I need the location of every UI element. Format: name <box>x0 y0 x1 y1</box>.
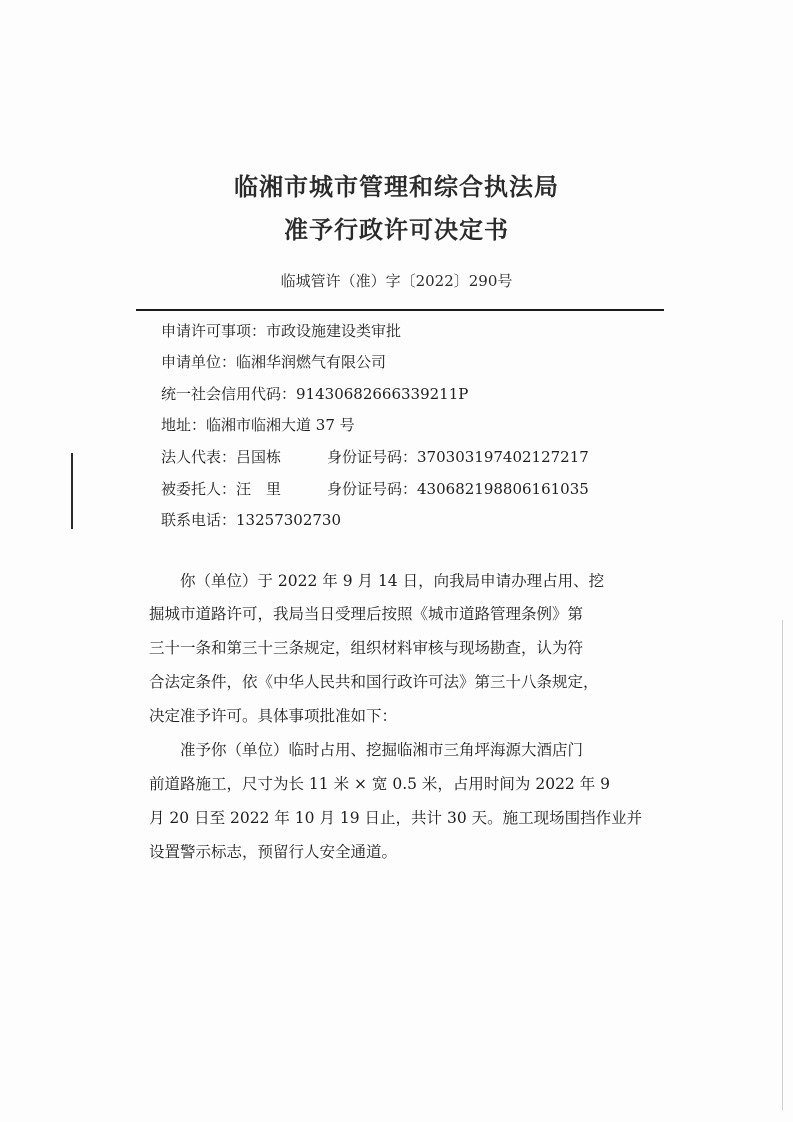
permit-item-value: 市政设施建设类审批 <box>266 322 402 340</box>
address-value: 临湘市临湘大道 37 号 <box>206 416 355 434</box>
legal-rep-id <box>327 447 589 467</box>
agent-row <box>161 479 589 499</box>
agent-label: 被委托人： <box>161 480 237 498</box>
legal-rep-label: 法人代表： <box>161 448 237 466</box>
agent-id-label: 身份证号码： <box>327 480 418 498</box>
credit-code-row <box>161 384 468 404</box>
body-line: 准予你（单位）临时占用、挖掘临湘市三角坪海源大酒店门 <box>149 741 584 759</box>
header-divider <box>136 309 664 311</box>
applicant-label: 申请单位： <box>161 353 237 371</box>
address-label: 地址： <box>161 416 207 434</box>
agent-id-value: 430682198806161035 <box>417 480 589 498</box>
applicant-row <box>161 352 386 372</box>
document-type-title: 准予行政许可决定书 <box>284 215 509 244</box>
agent-value: 汪 里 <box>236 480 282 498</box>
legal-rep-id-value: 370303197402127217 <box>417 448 589 466</box>
phone-value: 13257302730 <box>236 511 341 529</box>
scan-edge-line <box>782 620 783 1110</box>
body-line: 月 20 日至 2022 年 10 月 19 日止，共计 30 天。施工现场围挡作业并 <box>149 809 643 827</box>
phone-row <box>161 510 341 530</box>
body-line: 合法定条件，依《中华人民共和国行政许可法》第三十八条规定， <box>149 673 599 691</box>
permit-item-row <box>161 321 401 341</box>
address-row <box>161 415 355 435</box>
legal-rep-row <box>161 447 589 467</box>
phone-label: 联系电话： <box>161 511 237 529</box>
legal-rep-id-label: 身份证号码： <box>327 448 418 466</box>
body-line: 决定准予许可。具体事项批准如下： <box>149 707 398 725</box>
issuing-authority-title: 临湘市城市管理和综合执法局 <box>234 172 559 201</box>
credit-code-value: 91430682666339211P <box>296 385 469 403</box>
applicant-value: 临湘华润燃气有限公司 <box>236 353 387 371</box>
credit-code-label: 统一社会信用代码： <box>161 385 297 403</box>
document-number: 临城管许（准）字〔2022〕290号 <box>280 272 513 290</box>
body-line: 掘城市道路许可，我局当日受理后按照《城市道路管理条例》第 <box>149 605 584 623</box>
legal-rep-value: 吕国栋 <box>236 448 282 466</box>
body-line: 前道路施工，尺寸为长 11 米 × 宽 0.5 米，占用时间为 2022 年 9 <box>149 775 611 793</box>
body-line: 你（单位）于 2022 年 9 月 14 日，向我局申请办理占用、挖 <box>149 572 605 590</box>
body-line: 三十一条和第三十三条规定，组织材料审核与现场勘查，认为符 <box>149 639 584 657</box>
permit-item-label: 申请许可事项： <box>161 322 267 340</box>
binding-margin-mark <box>71 453 73 529</box>
body-line: 设置警示标志，预留行人安全通道。 <box>149 843 398 861</box>
agent-id <box>327 479 589 499</box>
